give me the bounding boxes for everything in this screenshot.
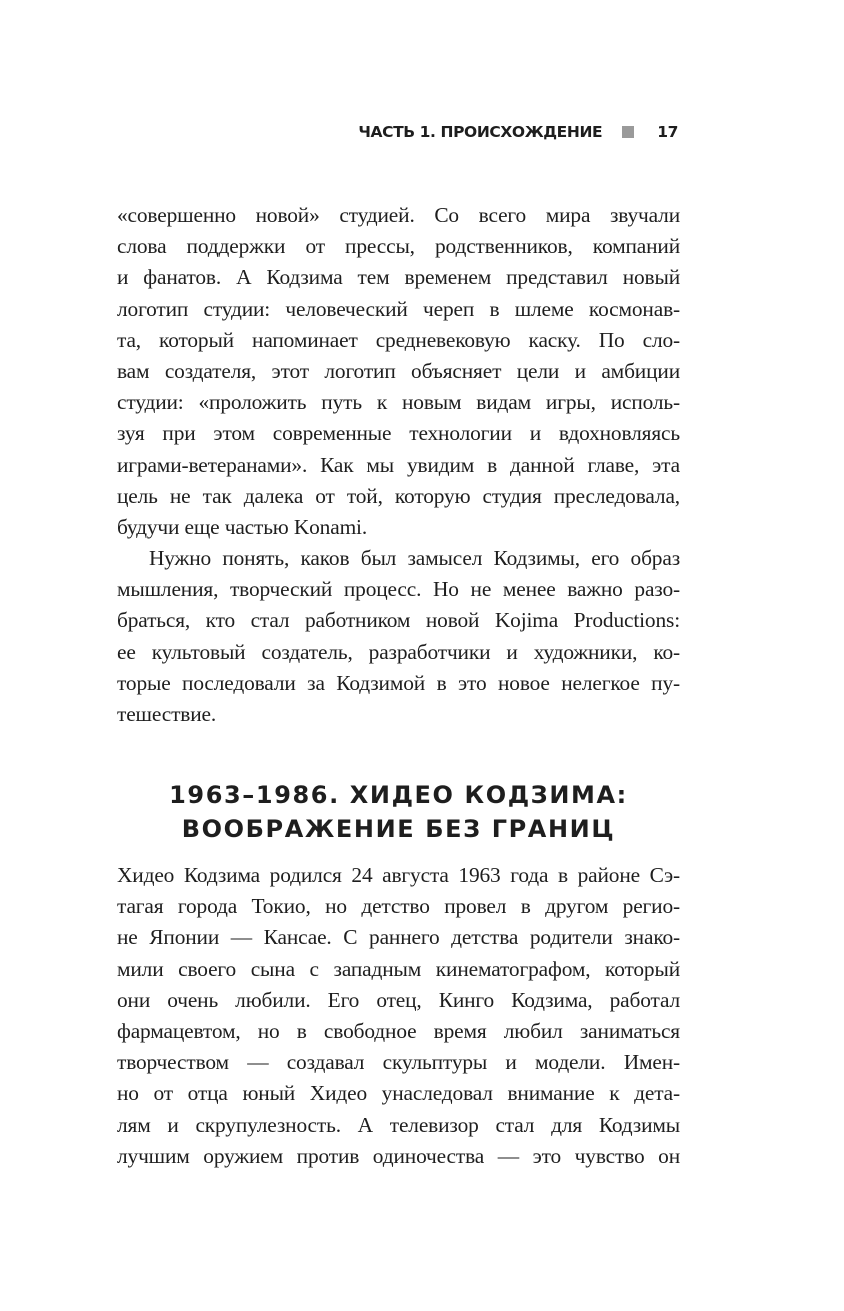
paragraph-2: [117, 543, 680, 730]
text-line: тагая города Токио, но детство провел в другом регио-: [117, 894, 680, 919]
text-line: мили своего сына с западным кинематографом, который: [117, 956, 680, 981]
chapter-title: ЧАСТЬ 1. ПРОИСХОЖДЕНИЕ: [358, 123, 603, 141]
text-line: логотип студии: человеческий череп в шлеме космонав-: [117, 296, 680, 321]
text-line: браться, кто стал работником новой Kojima Productions:: [117, 608, 680, 633]
text-line: та, который напоминает средневековую каску. По сло-: [117, 327, 680, 352]
text-line: Хидео Кодзима родился 24 августа 1963 года в районе Сэ-: [117, 863, 680, 887]
text-line: не Японии — Кансае. С раннего детства родители знако-: [117, 925, 680, 950]
text-line: лям и скрупулезность. А телевизор стал для Кодзимы: [117, 1112, 680, 1137]
text-line: мышления, творческий процесс. Но не менее важно разо-: [117, 577, 680, 602]
text-line: они очень любили. Его отец, Кинго Кодзима, работал: [117, 987, 680, 1012]
text-line: цель не так далека от той, которую студия преследовала,: [117, 483, 680, 508]
text-line: «совершенно новой» студией. Со всего мира звучали: [117, 203, 680, 227]
section-heading-line-2: ВООБРАЖЕНИЕ БЕЗ ГРАНИЦ: [181, 815, 616, 843]
section-heading: [117, 778, 680, 846]
text-line: слова поддержки от прессы, родственников, компаний: [117, 234, 680, 259]
text-line: играми-ветеранами». Как мы увидим в данной главе, эта: [117, 452, 680, 477]
paragraph-1: [117, 200, 680, 543]
text-line: но от отца юный Хидео унаследовал внимание к дета-: [117, 1081, 680, 1106]
text-line: будучи еще частью Konami.: [117, 515, 368, 540]
text-line: ее культовый создатель, разработчики и художники, ко-: [117, 639, 680, 664]
page-number: 17: [657, 123, 678, 141]
text-line: зуя при этом современные технологии и вдохновляясь: [117, 421, 680, 446]
text-line: студии: «проложить путь к новым видам игры, исполь-: [117, 390, 680, 415]
running-header: [358, 121, 678, 143]
text-line: и фанатов. А Кодзима тем временем представил новый: [117, 265, 680, 290]
section-heading-line-1: 1963–1986. ХИДЕО КОДЗИМА:: [169, 781, 628, 809]
text-line: торые последовали за Кодзимой в это новое нелегкое пу-: [117, 670, 680, 695]
paragraph-3: [117, 860, 680, 1172]
text-line: тешествие.: [117, 702, 217, 727]
text-line: лучшим оружием против одиночества — это чувство он: [117, 1143, 680, 1168]
separator-square-icon: [622, 126, 634, 138]
text-line: творчеством — создавал скульптуры и модели. Имен-: [117, 1050, 680, 1075]
text-line: фармацевтом, но в свободное время любил заниматься: [117, 1019, 680, 1044]
text-line: Нужно понять, каков был замысел Кодзимы, его образ: [149, 546, 680, 570]
text-line: вам создателя, этот логотип объясняет цели и амбиции: [117, 359, 680, 384]
